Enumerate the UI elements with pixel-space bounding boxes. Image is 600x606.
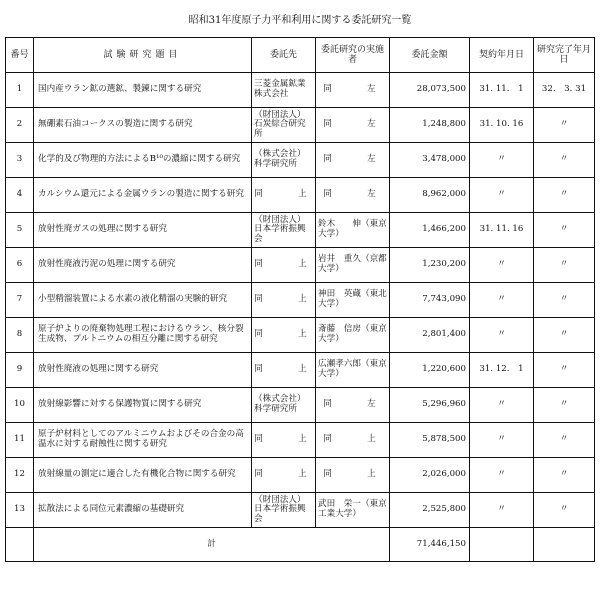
cell-completion: 32. 3. 31 [534,73,595,108]
cell-completion: 〃 [534,423,595,458]
cell-completion: 〃 [534,283,595,318]
cell-amount: 2,026,000 [390,458,470,493]
cell-no: 12 [6,458,34,493]
cell-amount: 1,230,200 [390,248,470,283]
cell-theme: 拡散法による同位元素濃縮の基礎研究 [34,493,252,528]
total-blank-cell [534,528,595,562]
cell-contract-date: 〃 [470,143,534,178]
cell-no: 2 [6,108,34,143]
cell-completion: 〃 [534,248,595,283]
cell-contract-date: 31. 11. 16 [470,213,534,248]
cell-theme: 原子炉よりの廃棄物処理工程におけるウラン、核分裂生成物、プルトニウムの相互分離に関する研究 [34,318,252,353]
cell-contract-date: 〃 [470,493,534,528]
cell-consignee: （株式会社）科学研究所 [252,143,316,178]
cell-researcher: 斎藤 信房（東京大学） [316,318,390,353]
cell-no: 10 [6,388,34,423]
cell-completion: 〃 [534,178,595,213]
table-row [6,318,595,353]
cell-amount: 7,743,090 [390,283,470,318]
cell-contract-date: 31. 12. 1 [470,353,534,388]
cell-researcher: 鈴木 伸（東京大学） [316,213,390,248]
cell-no: 9 [6,353,34,388]
cell-no: 13 [6,493,34,528]
cell-no: 1 [6,73,34,108]
table-row [6,73,595,108]
total-blank-cell [470,528,534,562]
total-blank-cell [6,528,34,562]
cell-consignee: 同 上 [252,458,316,493]
cell-contract-date: 〃 [470,283,534,318]
cell-amount: 2,801,400 [390,318,470,353]
cell-researcher: 同 左 [316,73,390,108]
cell-consignee: 同 上 [252,178,316,213]
cell-researcher: 神田 英蔵（東北大学） [316,283,390,318]
cell-no: 6 [6,248,34,283]
cell-completion: 〃 [534,458,595,493]
cell-contract-date: 31. 10. 16 [470,108,534,143]
table-row [6,423,595,458]
table-row [6,108,595,143]
cell-completion: 〃 [534,388,595,423]
table-row [6,213,595,248]
table-row [6,388,595,423]
cell-consignee: （株式会社）科学研究所 [252,388,316,423]
table-row [6,178,595,213]
cell-contract-date: 〃 [470,318,534,353]
cell-researcher: 武田 栄一（東京工業大学） [316,493,390,528]
cell-contract-date: 〃 [470,388,534,423]
cell-theme: 小型精溜装置による水素の液化精溜の実験的研究 [34,283,252,318]
cell-consignee: 同 上 [252,318,316,353]
cell-researcher: 同 左 [316,143,390,178]
table-row [6,248,595,283]
cell-amount: 5,878,500 [390,423,470,458]
cell-researcher: 同 左 [316,388,390,423]
cell-no: 5 [6,213,34,248]
table-row [6,353,595,388]
cell-theme: 放射線影響に対する保護物質に関する研究 [34,388,252,423]
cell-amount: 1,466,200 [390,213,470,248]
cell-amount: 1,220,600 [390,353,470,388]
cell-contract-date: 31. 11. 1 [470,73,534,108]
cell-contract-date: 〃 [470,423,534,458]
cell-no: 4 [6,178,34,213]
cell-consignee: 同 上 [252,248,316,283]
total-amount: 71,446,150 [390,528,470,562]
cell-consignee: 三菱金属鉱業株式会社 [252,73,316,108]
consigned-research-table [5,37,595,562]
cell-researcher: 同 上 [316,458,390,493]
table-row [6,493,595,528]
cell-contract-date: 〃 [470,248,534,283]
cell-consignee: （財団法人）日本学術振興会 [252,493,316,528]
cell-theme: 国内産ウラン鉱の選鉱、製錬に関する研究 [34,73,252,108]
cell-completion: 〃 [534,353,595,388]
cell-theme: 放射性廃液汚泥の処理に関する研究 [34,248,252,283]
cell-amount: 8,962,000 [390,178,470,213]
header-completion: 研究完了年月日 [534,38,595,73]
cell-researcher: 広瀬孝六郎（東京大学） [316,353,390,388]
cell-no: 7 [6,283,34,318]
cell-theme: 放射性廃ガスの処理に関する研究 [34,213,252,248]
header-amount: 委託金額 [390,38,470,73]
cell-theme: 放射性廃液の処理に関する研究 [34,353,252,388]
cell-completion: 〃 [534,143,595,178]
total-row [6,528,595,562]
cell-no: 11 [6,423,34,458]
cell-researcher: 同 左 [316,108,390,143]
cell-no: 8 [6,318,34,353]
table-row [6,458,595,493]
cell-completion: 〃 [534,493,595,528]
cell-amount: 5,296,960 [390,388,470,423]
header-no: 番号 [6,38,34,73]
cell-completion: 〃 [534,318,595,353]
cell-consignee: 同 上 [252,283,316,318]
cell-amount: 28,073,500 [390,73,470,108]
header-row [6,38,595,73]
cell-researcher: 同 上 [316,423,390,458]
cell-researcher: 岩井 重久（京都大学） [316,248,390,283]
header-consignee: 委託先 [252,38,316,73]
document-title: 昭和31年度原子力平和利用に関する委託研究一覧 [188,15,412,26]
cell-completion: 〃 [534,213,595,248]
cell-contract-date: 〃 [470,458,534,493]
cell-theme: 化学的及び物理的方法によるB¹⁰の濃縮に関する研究 [34,143,252,178]
cell-theme: 原子炉材料としてのアルミニウムおよびその合金の高温水に対する耐蝕性に関する研究 [34,423,252,458]
cell-theme: カルシウム還元による金属ウランの製造に関する研究 [34,178,252,213]
table-row [6,143,595,178]
cell-contract-date: 〃 [470,178,534,213]
cell-amount: 3,478,000 [390,143,470,178]
header-theme: 試験研究題目 [34,38,252,73]
cell-completion: 〃 [534,108,595,143]
table-row [6,283,595,318]
cell-consignee: （財団法人）石炭綜合研究所 [252,108,316,143]
cell-consignee: 同 上 [252,353,316,388]
cell-no: 3 [6,143,34,178]
cell-theme: 無硼素石油コークスの製造に関する研究 [34,108,252,143]
cell-researcher: 同 左 [316,178,390,213]
cell-amount: 2,525,800 [390,493,470,528]
total-label: 計 [34,528,390,562]
table-body [6,73,595,562]
cell-theme: 放射線量の測定に適合した有機化合物に関する研究 [34,458,252,493]
cell-consignee: （財団法人）日本学術振興会 [252,213,316,248]
header-researcher: 委託研究の実施者 [316,38,390,73]
cell-consignee: 同 上 [252,423,316,458]
cell-amount: 1,248,800 [390,108,470,143]
header-contract-date: 契約年月日 [470,38,534,73]
